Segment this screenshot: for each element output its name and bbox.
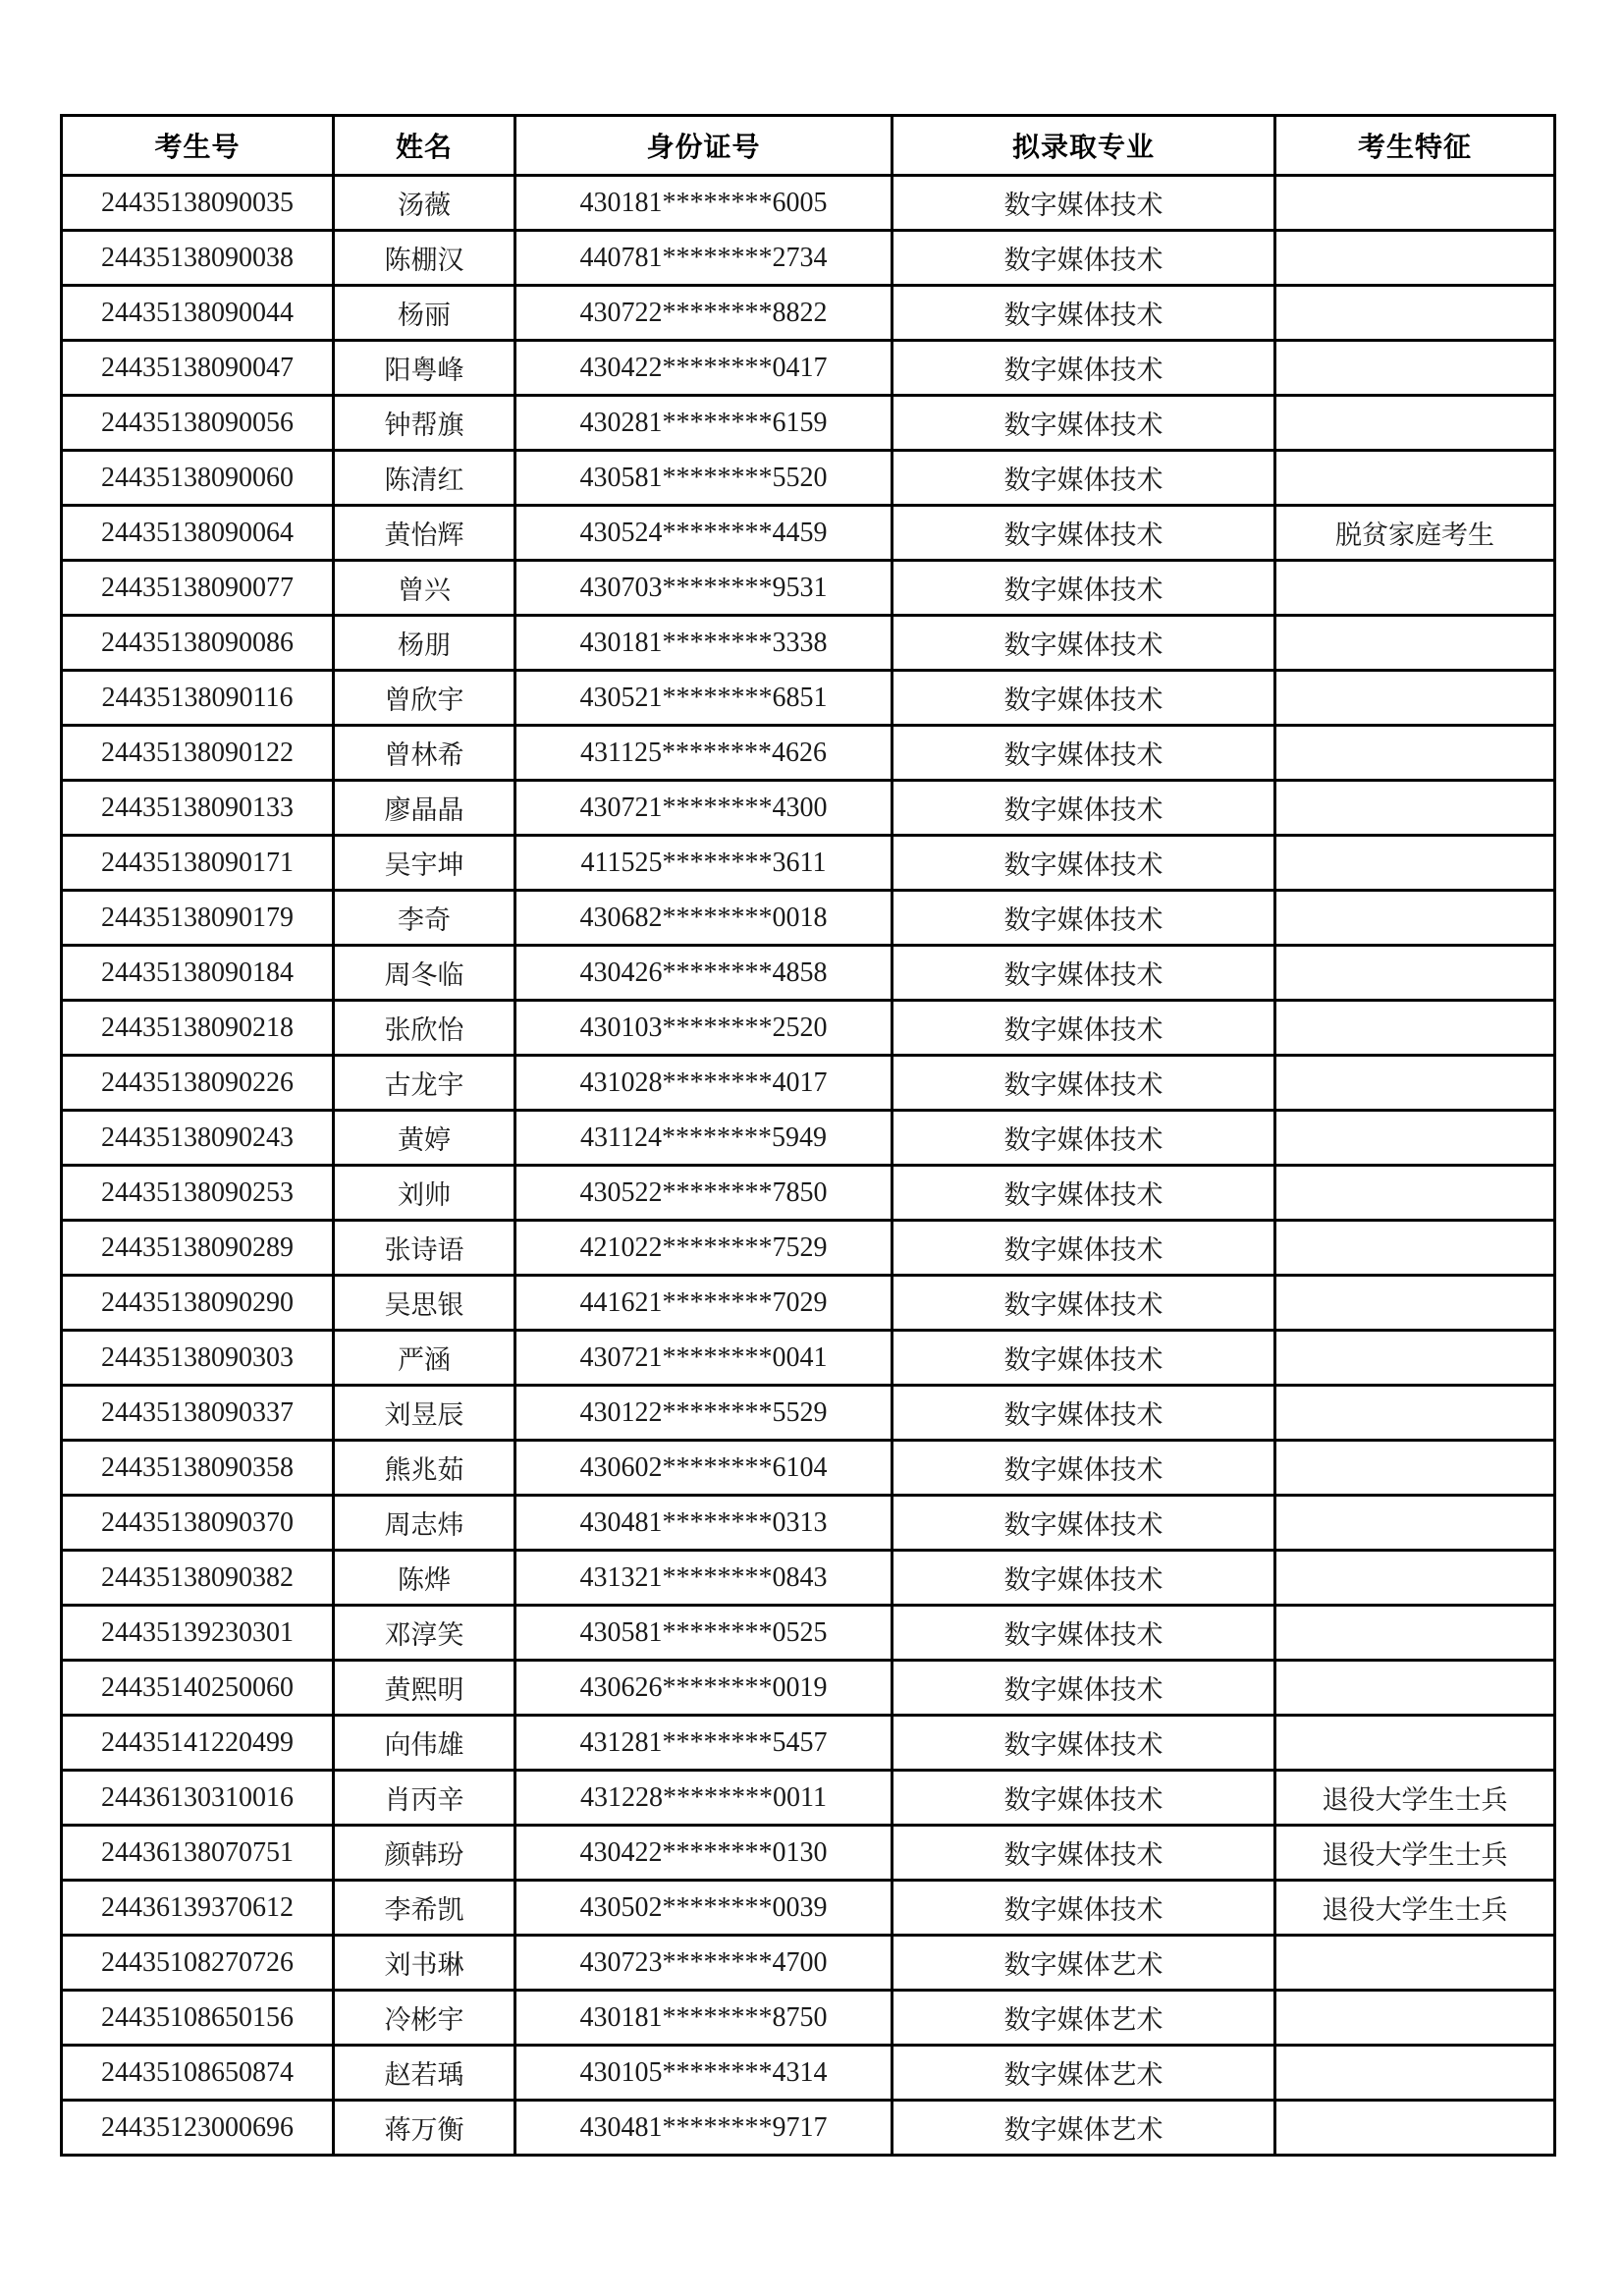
cell-major: 数字媒体技术 <box>893 451 1275 506</box>
cell-feature <box>1275 1606 1555 1661</box>
cell-exam-number: 24435138090290 <box>62 1276 334 1331</box>
cell-exam-number: 24436130310016 <box>62 1771 334 1826</box>
cell-name: 张欣怡 <box>334 1001 515 1056</box>
table-body <box>62 176 1555 2156</box>
cell-feature <box>1275 1661 1555 1716</box>
cell-major: 数字媒体技术 <box>893 1001 1275 1056</box>
cell-name: 刘帅 <box>334 1166 515 1221</box>
cell-major: 数字媒体技术 <box>893 1331 1275 1386</box>
cell-major: 数字媒体技术 <box>893 1221 1275 1276</box>
cell-feature: 退役大学生士兵 <box>1275 1826 1555 1881</box>
cell-feature: 退役大学生士兵 <box>1275 1881 1555 1936</box>
cell-exam-number: 24435138090370 <box>62 1496 334 1551</box>
cell-feature <box>1275 2046 1555 2101</box>
cell-feature <box>1275 946 1555 1001</box>
table-row <box>62 1221 1555 1276</box>
table-row <box>62 1881 1555 1936</box>
cell-feature <box>1275 1331 1555 1386</box>
cell-id-number: 441621********7029 <box>515 1276 893 1331</box>
cell-exam-number: 24435138090116 <box>62 671 334 726</box>
cell-id-number: 430703********9531 <box>515 561 893 616</box>
cell-id-number: 431281********5457 <box>515 1716 893 1771</box>
cell-major: 数字媒体技术 <box>893 1166 1275 1221</box>
header-id-number: 身份证号 <box>515 116 893 176</box>
cell-id-number: 431228********0011 <box>515 1771 893 1826</box>
cell-name: 刘书琳 <box>334 1936 515 1991</box>
cell-feature <box>1275 1111 1555 1166</box>
cell-name: 陈烨 <box>334 1551 515 1606</box>
table-row <box>62 286 1555 341</box>
table-row <box>62 891 1555 946</box>
cell-id-number: 430422********0130 <box>515 1826 893 1881</box>
cell-exam-number: 24435138090047 <box>62 341 334 396</box>
header-name: 姓名 <box>334 116 515 176</box>
cell-id-number: 431125********4626 <box>515 726 893 781</box>
cell-name: 黄熙明 <box>334 1661 515 1716</box>
cell-id-number: 430723********4700 <box>515 1936 893 1991</box>
cell-major: 数字媒体技术 <box>893 396 1275 451</box>
header-major: 拟录取专业 <box>893 116 1275 176</box>
cell-id-number: 430426********4858 <box>515 946 893 1001</box>
cell-exam-number: 24435138090044 <box>62 286 334 341</box>
cell-name: 蒋万衡 <box>334 2101 515 2156</box>
cell-exam-number: 24435138090064 <box>62 506 334 561</box>
cell-name: 杨丽 <box>334 286 515 341</box>
cell-feature <box>1275 396 1555 451</box>
cell-name: 邓淳笑 <box>334 1606 515 1661</box>
cell-name: 曾欣宇 <box>334 671 515 726</box>
cell-id-number: 430481********9717 <box>515 2101 893 2156</box>
cell-id-number: 430522********7850 <box>515 1166 893 1221</box>
cell-id-number: 430122********5529 <box>515 1386 893 1441</box>
cell-feature <box>1275 1166 1555 1221</box>
cell-name: 颜韩玢 <box>334 1826 515 1881</box>
cell-name: 周冬临 <box>334 946 515 1001</box>
cell-major: 数字媒体技术 <box>893 616 1275 671</box>
cell-feature <box>1275 891 1555 946</box>
cell-name: 吴宇坤 <box>334 836 515 891</box>
admission-list-table <box>60 114 1556 2157</box>
cell-exam-number: 24435138090077 <box>62 561 334 616</box>
cell-exam-number: 24435138090060 <box>62 451 334 506</box>
cell-id-number: 440781********2734 <box>515 231 893 286</box>
cell-id-number: 430103********2520 <box>515 1001 893 1056</box>
cell-exam-number: 24435138090382 <box>62 1551 334 1606</box>
cell-id-number: 430422********0417 <box>515 341 893 396</box>
cell-name: 陈清红 <box>334 451 515 506</box>
cell-major: 数字媒体技术 <box>893 1716 1275 1771</box>
cell-id-number: 430181********8750 <box>515 1991 893 2046</box>
cell-feature <box>1275 671 1555 726</box>
cell-major: 数字媒体技术 <box>893 231 1275 286</box>
cell-feature <box>1275 1001 1555 1056</box>
cell-name: 黄婷 <box>334 1111 515 1166</box>
cell-exam-number: 24435138090243 <box>62 1111 334 1166</box>
table-row <box>62 176 1555 231</box>
cell-feature <box>1275 231 1555 286</box>
cell-major: 数字媒体艺术 <box>893 2101 1275 2156</box>
cell-exam-number: 24435138090035 <box>62 176 334 231</box>
cell-major: 数字媒体艺术 <box>893 1991 1275 2046</box>
cell-exam-number: 24435108650874 <box>62 2046 334 2101</box>
table-row <box>62 1991 1555 2046</box>
cell-exam-number: 24435140250060 <box>62 1661 334 1716</box>
cell-major: 数字媒体技术 <box>893 1551 1275 1606</box>
cell-exam-number: 24435138090289 <box>62 1221 334 1276</box>
cell-exam-number: 24435138090253 <box>62 1166 334 1221</box>
table-row <box>62 1276 1555 1331</box>
cell-feature <box>1275 616 1555 671</box>
table-row <box>62 946 1555 1001</box>
table-row <box>62 231 1555 286</box>
cell-major: 数字媒体技术 <box>893 506 1275 561</box>
cell-id-number: 430481********0313 <box>515 1496 893 1551</box>
cell-major: 数字媒体技术 <box>893 946 1275 1001</box>
table-row <box>62 1001 1555 1056</box>
cell-feature <box>1275 2101 1555 2156</box>
cell-major: 数字媒体技术 <box>893 1661 1275 1716</box>
table-row <box>62 1441 1555 1496</box>
table-row <box>62 1111 1555 1166</box>
cell-major: 数字媒体技术 <box>893 1056 1275 1111</box>
cell-name: 张诗语 <box>334 1221 515 1276</box>
cell-name: 钟帮旗 <box>334 396 515 451</box>
table-row <box>62 1166 1555 1221</box>
cell-feature <box>1275 1221 1555 1276</box>
cell-name: 黄怡辉 <box>334 506 515 561</box>
cell-id-number: 430581********0525 <box>515 1606 893 1661</box>
cell-id-number: 431124********5949 <box>515 1111 893 1166</box>
cell-major: 数字媒体技术 <box>893 1386 1275 1441</box>
cell-exam-number: 24435139230301 <box>62 1606 334 1661</box>
cell-name: 杨朋 <box>334 616 515 671</box>
cell-feature <box>1275 836 1555 891</box>
cell-id-number: 430502********0039 <box>515 1881 893 1936</box>
table-row <box>62 616 1555 671</box>
cell-major: 数字媒体技术 <box>893 1111 1275 1166</box>
cell-exam-number: 24435138090303 <box>62 1331 334 1386</box>
cell-feature <box>1275 1441 1555 1496</box>
cell-exam-number: 24435138090337 <box>62 1386 334 1441</box>
cell-name: 赵若瑀 <box>334 2046 515 2101</box>
cell-id-number: 430682********0018 <box>515 891 893 946</box>
table-row <box>62 836 1555 891</box>
cell-exam-number: 24435138090184 <box>62 946 334 1001</box>
cell-feature: 脱贫家庭考生 <box>1275 506 1555 561</box>
cell-name: 李希凯 <box>334 1881 515 1936</box>
table-row <box>62 2046 1555 2101</box>
cell-exam-number: 24435123000696 <box>62 2101 334 2156</box>
table-row <box>62 2101 1555 2156</box>
table-row <box>62 341 1555 396</box>
cell-major: 数字媒体技术 <box>893 341 1275 396</box>
cell-name: 廖晶晶 <box>334 781 515 836</box>
cell-name: 肖丙辛 <box>334 1771 515 1826</box>
table-row <box>62 1771 1555 1826</box>
cell-major: 数字媒体技术 <box>893 1496 1275 1551</box>
cell-name: 李奇 <box>334 891 515 946</box>
cell-id-number: 411525********3611 <box>515 836 893 891</box>
cell-id-number: 430722********8822 <box>515 286 893 341</box>
cell-major: 数字媒体技术 <box>893 1881 1275 1936</box>
cell-id-number: 430524********4459 <box>515 506 893 561</box>
table-row <box>62 1661 1555 1716</box>
table-row <box>62 1331 1555 1386</box>
cell-major: 数字媒体技术 <box>893 671 1275 726</box>
cell-major: 数字媒体技术 <box>893 726 1275 781</box>
header-exam-number: 考生号 <box>62 116 334 176</box>
cell-feature: 退役大学生士兵 <box>1275 1771 1555 1826</box>
cell-major: 数字媒体技术 <box>893 1441 1275 1496</box>
cell-id-number: 430105********4314 <box>515 2046 893 2101</box>
cell-name: 曾兴 <box>334 561 515 616</box>
cell-exam-number: 24435141220499 <box>62 1716 334 1771</box>
cell-id-number: 430721********0041 <box>515 1331 893 1386</box>
cell-exam-number: 24435138090086 <box>62 616 334 671</box>
table-row <box>62 1606 1555 1661</box>
cell-major: 数字媒体技术 <box>893 561 1275 616</box>
cell-name: 向伟雄 <box>334 1716 515 1771</box>
cell-id-number: 430181********6005 <box>515 176 893 231</box>
cell-exam-number: 24435138090358 <box>62 1441 334 1496</box>
cell-id-number: 430626********0019 <box>515 1661 893 1716</box>
cell-feature <box>1275 286 1555 341</box>
cell-name: 阳粤峰 <box>334 341 515 396</box>
cell-exam-number: 24435138090056 <box>62 396 334 451</box>
cell-feature <box>1275 1056 1555 1111</box>
cell-id-number: 430581********5520 <box>515 451 893 506</box>
table-row <box>62 1716 1555 1771</box>
cell-name: 汤薇 <box>334 176 515 231</box>
cell-feature <box>1275 1936 1555 1991</box>
cell-feature <box>1275 451 1555 506</box>
cell-major: 数字媒体技术 <box>893 286 1275 341</box>
cell-exam-number: 24435138090122 <box>62 726 334 781</box>
table-row <box>62 1551 1555 1606</box>
cell-feature <box>1275 1991 1555 2046</box>
cell-id-number: 431321********0843 <box>515 1551 893 1606</box>
cell-name: 古龙宇 <box>334 1056 515 1111</box>
table-row <box>62 396 1555 451</box>
cell-feature <box>1275 1276 1555 1331</box>
cell-feature <box>1275 561 1555 616</box>
cell-major: 数字媒体艺术 <box>893 2046 1275 2101</box>
cell-major: 数字媒体艺术 <box>893 1936 1275 1991</box>
cell-name: 陈棚汉 <box>334 231 515 286</box>
cell-name: 吴思银 <box>334 1276 515 1331</box>
cell-feature <box>1275 781 1555 836</box>
cell-exam-number: 24435138090038 <box>62 231 334 286</box>
cell-feature <box>1275 726 1555 781</box>
cell-major: 数字媒体技术 <box>893 1771 1275 1826</box>
cell-feature <box>1275 1716 1555 1771</box>
cell-major: 数字媒体技术 <box>893 1606 1275 1661</box>
table-row <box>62 1936 1555 1991</box>
header-feature: 考生特征 <box>1275 116 1555 176</box>
cell-major: 数字媒体技术 <box>893 891 1275 946</box>
cell-id-number: 430181********3338 <box>515 616 893 671</box>
cell-exam-number: 24435138090133 <box>62 781 334 836</box>
cell-feature <box>1275 1551 1555 1606</box>
cell-exam-number: 24435138090218 <box>62 1001 334 1056</box>
cell-exam-number: 24435138090179 <box>62 891 334 946</box>
cell-name: 刘昱辰 <box>334 1386 515 1441</box>
cell-id-number: 430281********6159 <box>515 396 893 451</box>
cell-name: 严涵 <box>334 1331 515 1386</box>
cell-id-number: 431028********4017 <box>515 1056 893 1111</box>
table-row <box>62 1826 1555 1881</box>
table-row <box>62 726 1555 781</box>
cell-exam-number: 24435108650156 <box>62 1991 334 2046</box>
cell-id-number: 421022********7529 <box>515 1221 893 1276</box>
cell-id-number: 430521********6851 <box>515 671 893 726</box>
cell-major: 数字媒体技术 <box>893 1826 1275 1881</box>
table-row <box>62 1496 1555 1551</box>
table-row <box>62 451 1555 506</box>
table-row <box>62 781 1555 836</box>
table-row <box>62 561 1555 616</box>
cell-exam-number: 24436138070751 <box>62 1826 334 1881</box>
cell-name: 熊兆茹 <box>334 1441 515 1496</box>
table-row <box>62 506 1555 561</box>
cell-feature <box>1275 341 1555 396</box>
table-row <box>62 1386 1555 1441</box>
cell-feature <box>1275 176 1555 231</box>
cell-id-number: 430602********6104 <box>515 1441 893 1496</box>
table-row <box>62 1056 1555 1111</box>
cell-exam-number: 24435108270726 <box>62 1936 334 1991</box>
cell-name: 曾林希 <box>334 726 515 781</box>
cell-id-number: 430721********4300 <box>515 781 893 836</box>
cell-major: 数字媒体技术 <box>893 176 1275 231</box>
cell-exam-number: 24435138090171 <box>62 836 334 891</box>
cell-name: 冷彬宇 <box>334 1991 515 2046</box>
cell-major: 数字媒体技术 <box>893 1276 1275 1331</box>
table-row <box>62 671 1555 726</box>
cell-feature <box>1275 1386 1555 1441</box>
cell-name: 周志炜 <box>334 1496 515 1551</box>
cell-major: 数字媒体技术 <box>893 781 1275 836</box>
cell-exam-number: 24436139370612 <box>62 1881 334 1936</box>
cell-exam-number: 24435138090226 <box>62 1056 334 1111</box>
cell-feature <box>1275 1496 1555 1551</box>
table-header-row <box>62 116 1555 176</box>
cell-major: 数字媒体技术 <box>893 836 1275 891</box>
